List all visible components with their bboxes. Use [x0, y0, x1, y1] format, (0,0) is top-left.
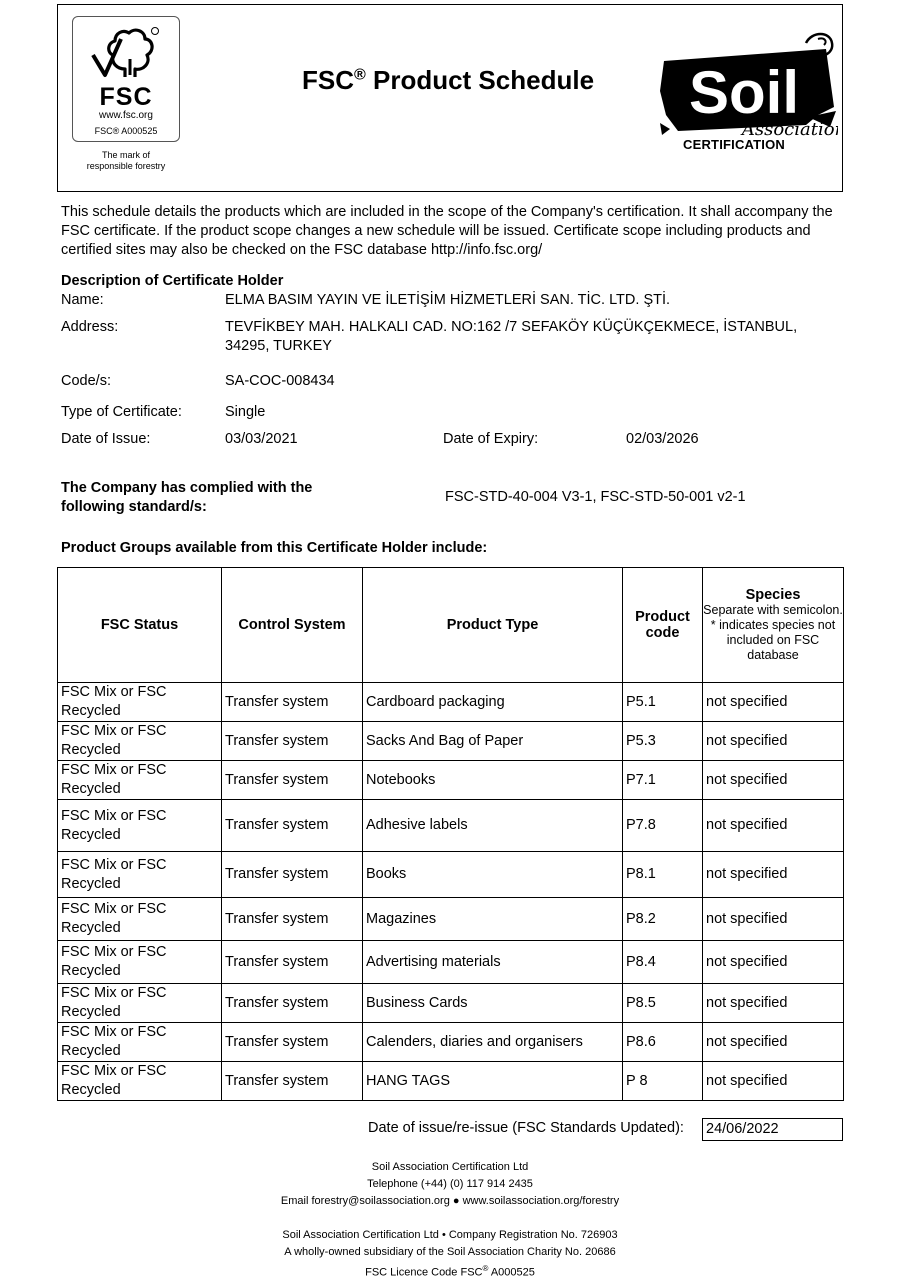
footer-email: Email forestry@soilassociation.org ● www.soilassociation.org/forestry — [280, 1195, 620, 1207]
cell-product-type: Notebooks — [363, 761, 623, 800]
address-line2: 34295, TURKEY — [225, 338, 332, 354]
cell-product-code: P5.3 — [623, 722, 703, 761]
footer-licence — [0, 1264, 900, 1279]
table-row — [58, 984, 844, 1023]
cell-species: not specified — [703, 1023, 844, 1062]
cell-product-code: P8.2 — [623, 898, 703, 941]
cell-species: not specified — [703, 761, 844, 800]
cell-product-code: P8.4 — [623, 941, 703, 984]
cell-fsc-status — [58, 761, 222, 800]
cell-control-system: Transfer system — [222, 1023, 363, 1062]
cell-fsc-status — [58, 1023, 222, 1062]
standards-label-line2: following standard/s: — [61, 499, 207, 515]
status-line2: Recycled — [61, 963, 121, 979]
status-line1: FSC Mix or FSC — [61, 1024, 167, 1040]
cell-fsc-status — [58, 683, 222, 722]
soil-wordmark: Soil — [688, 59, 800, 126]
issue-value: 03/03/2021 — [225, 431, 298, 447]
fsc-tree-icon — [91, 25, 163, 83]
footer-licence-sup: ® — [482, 1264, 489, 1273]
status-line2: Recycled — [61, 1082, 121, 1098]
status-line1: FSC Mix or FSC — [61, 856, 167, 873]
fsc-tagline-line2: responsible forestry — [86, 161, 166, 171]
cell-species: not specified — [703, 722, 844, 761]
header-product-type: Product Type — [363, 568, 623, 683]
cell-product-code: P7.8 — [623, 800, 703, 852]
status-line2: Recycled — [61, 742, 121, 758]
status-line1: FSC Mix or FSC — [61, 985, 167, 1001]
cell-product-code: P 8 — [623, 1062, 703, 1101]
header-species-title: Species — [745, 587, 801, 603]
code-value: SA-COC-008434 — [225, 373, 335, 389]
table-row — [58, 898, 844, 941]
groups-heading: Product Groups available from this Certificate Holder include: — [61, 540, 488, 556]
cell-control-system: Transfer system — [222, 800, 363, 852]
cell-product-type: Adhesive labels — [363, 800, 623, 852]
name-label: Name: — [61, 292, 104, 308]
holder-heading: Description of Certificate Holder — [61, 273, 284, 289]
table-row — [58, 800, 844, 852]
status-line2: Recycled — [61, 1043, 121, 1059]
code-label: Code/s: — [61, 373, 111, 389]
cell-fsc-status — [58, 852, 222, 898]
soil-certification-label: CERTIFICATION — [683, 137, 786, 152]
cell-fsc-status — [58, 941, 222, 984]
cell-control-system: Transfer system — [222, 984, 363, 1023]
cell-control-system: Transfer system — [222, 1062, 363, 1101]
fsc-tagline-line1: The mark of — [101, 150, 150, 160]
cell-fsc-status — [58, 898, 222, 941]
cell-control-system: Transfer system — [222, 898, 363, 941]
type-label: Type of Certificate: — [61, 404, 182, 420]
status-line2: Recycled — [61, 703, 121, 719]
reissue-label: Date of issue/re-issue (FSC Standards Updated): — [368, 1120, 684, 1136]
status-line2: Recycled — [61, 826, 121, 843]
address-label: Address: — [61, 319, 119, 335]
soil-association-logo — [658, 31, 838, 157]
footer-licence-pre: FSC Licence Code FSC — [365, 1266, 483, 1279]
cell-control-system: Transfer system — [222, 683, 363, 722]
cell-control-system: Transfer system — [222, 761, 363, 800]
cell-control-system: Transfer system — [222, 722, 363, 761]
cell-product-code: P8.1 — [623, 852, 703, 898]
type-value: Single — [225, 404, 266, 420]
status-line1: FSC Mix or FSC — [61, 944, 167, 960]
fsc-logo-word: FSC — [99, 83, 153, 111]
status-line1: FSC Mix or FSC — [61, 723, 167, 739]
footer-company: Soil Association Certification Ltd — [371, 1161, 529, 1173]
cell-product-code: P8.6 — [623, 1023, 703, 1062]
footer-telephone: Telephone (+44) (0) 117 914 2435 — [367, 1178, 533, 1190]
status-line2: Recycled — [61, 1004, 121, 1020]
cell-species: not specified — [703, 683, 844, 722]
fsc-logo-licence: FSC® A000525 — [94, 126, 158, 136]
standards-label-line1: The Company has complied with the — [61, 480, 313, 496]
cell-species: not specified — [703, 852, 844, 898]
cell-species: not specified — [703, 941, 844, 984]
cell-product-type: Cardboard packaging — [363, 683, 623, 722]
cell-fsc-status — [58, 984, 222, 1023]
status-line2: Recycled — [61, 920, 121, 936]
cell-fsc-status — [58, 800, 222, 852]
soil-script: Association — [741, 119, 838, 140]
title-rest: Product Schedule — [365, 65, 595, 95]
header-fsc-status: FSC Status — [58, 568, 222, 683]
table-row — [58, 722, 844, 761]
status-line1: FSC Mix or FSC — [61, 762, 167, 778]
address-line1: TEVFİKBEY MAH. HALKALI CAD. NO:162 /7 SEFAKÖY KÜÇÜKÇEKMECE, İSTANBUL, — [225, 319, 798, 335]
status-line2: Recycled — [61, 781, 121, 797]
table-row — [58, 941, 844, 984]
cell-product-type: Magazines — [363, 898, 623, 941]
title-registered-mark: ® — [353, 66, 366, 84]
footer-subsidiary: A wholly-owned subsidiary of the Soil Association Charity No. 20686 — [284, 1246, 616, 1258]
footer-registration: Soil Association Certification Ltd • Company Registration No. 726903 — [282, 1229, 618, 1241]
footer-licence-post: A000525 — [488, 1266, 535, 1279]
cell-species: not specified — [703, 898, 844, 941]
cell-control-system: Transfer system — [222, 941, 363, 984]
status-line1: FSC Mix or FSC — [61, 684, 167, 700]
issue-label: Date of Issue: — [61, 431, 151, 447]
table-row — [58, 852, 844, 898]
expiry-label: Date of Expiry: — [443, 431, 539, 447]
cell-product-type: Calenders, diaries and organisers — [363, 1023, 623, 1062]
cell-product-type: Advertising materials — [363, 941, 623, 984]
standards-value: FSC-STD-40-004 V3-1, FSC-STD-50-001 v2-1 — [445, 489, 746, 505]
cell-control-system: Transfer system — [222, 852, 363, 898]
product-groups-table — [57, 567, 844, 1101]
document-header — [57, 4, 843, 192]
cell-product-code: P5.1 — [623, 683, 703, 722]
table-row — [58, 683, 844, 722]
title-fsc: FSC — [301, 65, 354, 95]
table-header-row — [58, 568, 844, 683]
cell-fsc-status — [58, 1062, 222, 1101]
reissue-date: 24/06/2022 — [702, 1118, 843, 1141]
fsc-logo-url: www.fsc.org — [99, 110, 153, 121]
header-control-system: Control System — [222, 568, 363, 683]
status-line1: FSC Mix or FSC — [61, 1063, 167, 1079]
cell-product-type: HANG TAGS — [363, 1062, 623, 1101]
cell-product-type: Sacks And Bag of Paper — [363, 722, 623, 761]
fsc-logo-tagline — [68, 150, 184, 172]
status-line1: FSC Mix or FSC — [61, 901, 167, 917]
cell-fsc-status — [58, 722, 222, 761]
table-row — [58, 1062, 844, 1101]
fsc-logo — [72, 16, 180, 142]
cell-species: not specified — [703, 800, 844, 852]
cell-product-type: Books — [363, 852, 623, 898]
cell-product-code: P8.5 — [623, 984, 703, 1023]
cell-species: not specified — [703, 984, 844, 1023]
status-line2: Recycled — [61, 875, 121, 892]
cell-product-type: Business Cards — [363, 984, 623, 1023]
header-species-note: Separate with semicolon. * indicates species not included on FSC database — [703, 603, 843, 662]
table-row — [58, 1023, 844, 1062]
intro-paragraph: This schedule details the products which are included in the scope of the Company's certification. It shall accompany the FSC certificate. If the product scope changes a new schedule will be issued. Certificate scope including products and certified sites may also be checked on the FSC database http://info.fsc.org/ — [61, 204, 833, 258]
cell-product-code: P7.1 — [623, 761, 703, 800]
cell-species: not specified — [703, 1062, 844, 1101]
status-line1: FSC Mix or FSC — [61, 807, 167, 824]
header-product-code: Product code — [623, 568, 703, 683]
page-title — [288, 65, 608, 96]
name-value: ELMA BASIM YAYIN VE İLETİŞİM HİZMETLERİ SAN. TİC. LTD. ŞTİ. — [225, 292, 671, 308]
expiry-value: 02/03/2026 — [626, 431, 699, 447]
header-species — [703, 568, 844, 683]
table-row — [58, 761, 844, 800]
